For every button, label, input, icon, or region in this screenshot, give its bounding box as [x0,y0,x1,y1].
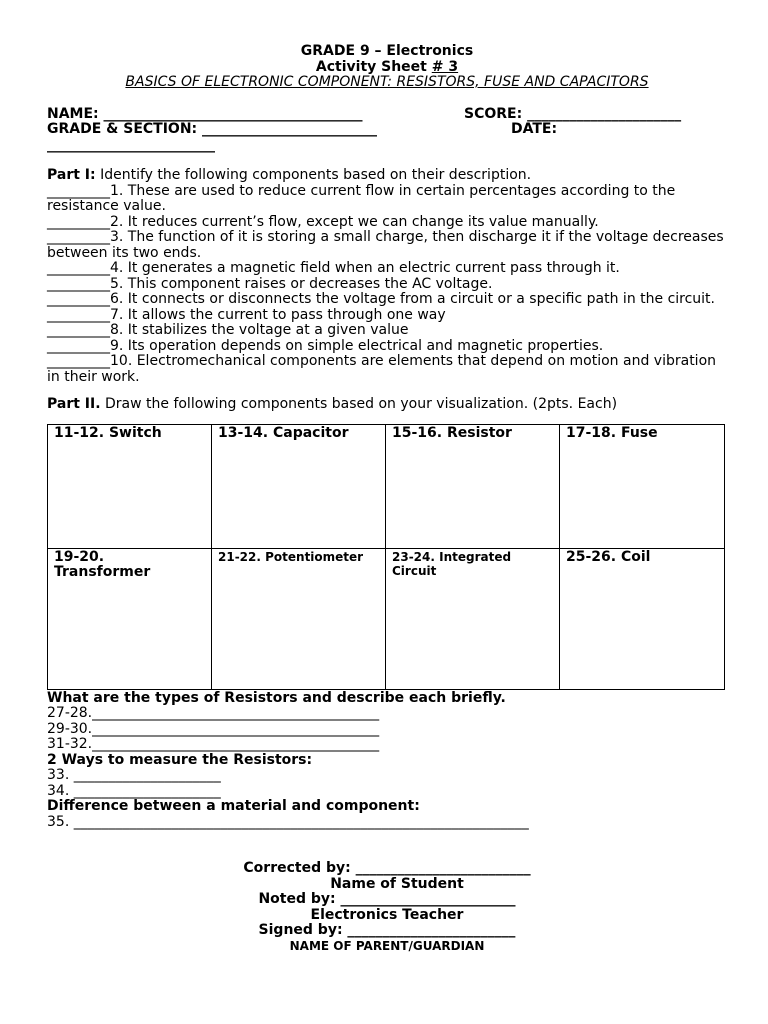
answer-line[interactable]: 27-28._________________________________________ [47,705,380,721]
noted-by-field[interactable]: Noted by: _________________________ [258,891,516,907]
part2-instruction: Draw the following components based on your visualization. (2pts. Each) [100,396,618,412]
list-item[interactable]: _________1. These are used to reduce current flow in certain percentages according to the resistance value. [47,182,676,214]
answer-line[interactable]: 33. _____________________ [47,767,221,783]
drawing-cell-transformer[interactable]: 19-20. Transformer [48,548,212,689]
difference-question: Difference between a material and component: [47,798,420,814]
drawing-cell-capacitor[interactable]: 13-14. Capacitor [212,424,386,548]
part2-heading [47,397,727,413]
header-activity [47,60,727,76]
grade-section-field[interactable]: GRADE & SECTION: _________________________ [47,121,378,137]
list-item[interactable]: _________4. It generates a magnetic field when an electric current pass through it. [47,260,620,276]
name-of-student-label: Name of Student [330,875,464,892]
drawing-cell-fuse[interactable]: 17-18. Fuse [560,424,725,548]
part1-label: Part I: [47,167,96,183]
info-block [47,107,727,154]
part1-list [47,184,727,386]
answer-line[interactable]: 35. _________________________________________________________________ [47,813,529,830]
part1-instruction: Identify the following components based on their description. [95,167,532,183]
list-item[interactable]: _________9. Its operation depends on simple electrical and magnetic properties. [47,337,604,354]
resistor-types-question: What are the types of Resistors and describe each briefly. [47,689,506,706]
drawing-cell-coil[interactable]: 25-26. Coil [560,548,725,689]
corrected-by-field[interactable]: Corrected by: _________________________ [243,860,531,876]
drawing-cell-potentiometer[interactable]: 21-22. Potentiometer [212,548,386,689]
list-item[interactable]: _________6. It connects or disconnects the voltage from a circuit or a specific path in the circuit. [47,291,716,307]
name-field[interactable]: NAME: _____________________________________ [47,105,363,122]
drawing-cell-integrated-circuit[interactable]: 23-24. Integrated Circuit [386,548,560,689]
part1-heading [47,168,727,184]
answer-line[interactable]: 31-32._________________________________________ [47,736,380,752]
header-activity-prefix: Activity Sheet [315,58,432,75]
part2-label: Part II. [47,396,101,412]
signature-block [47,861,727,954]
measure-question: 2 Ways to measure the Resistors: [47,751,313,768]
drawing-cell-resistor[interactable]: 15-16. Resistor [386,424,560,548]
date-field[interactable]: ________________________ [47,136,215,153]
list-item[interactable]: _________10. Electromechanical components are elements that depend on motion and vibration in their work. [47,353,717,385]
list-item[interactable]: _________3. The function of it is storing a small charge, then discharge it if the voltage decreases between its two ends. [47,229,724,261]
electronics-teacher-label: Electronics Teacher [310,906,464,923]
answer-line[interactable]: 34. _____________________ [47,782,221,799]
header-topic: BASICS OF ELECTRONIC COMPONENT: RESISTORS, FUSE AND CAPACITORS [125,74,649,90]
header-grade: GRADE 9 – Electronics [300,43,474,59]
activity-sheet [47,44,727,954]
header-activity-number: # 3 [431,58,459,75]
score-field[interactable]: SCORE: ______________________ [464,105,682,122]
answer-line[interactable]: 29-30._________________________________________ [47,720,380,737]
list-item[interactable]: _________8. It stabilizes the voltage at a given value [47,322,409,338]
list-item[interactable]: _________7. It allows the current to pass through one way [47,306,446,323]
date-label: DATE: [511,121,558,137]
signed-by-field[interactable]: Signed by: ________________________ [258,922,516,938]
parent-guardian-label: NAME OF PARENT/GUARDIAN [289,938,485,953]
list-item[interactable]: _________5. This component raises or decreases the AC voltage. [47,275,493,292]
list-item[interactable]: _________2. It reduces current’s flow, except we can change its value manually. [47,213,599,230]
drawing-grid [47,424,725,690]
drawing-cell-switch[interactable]: 11-12. Switch [48,424,212,548]
